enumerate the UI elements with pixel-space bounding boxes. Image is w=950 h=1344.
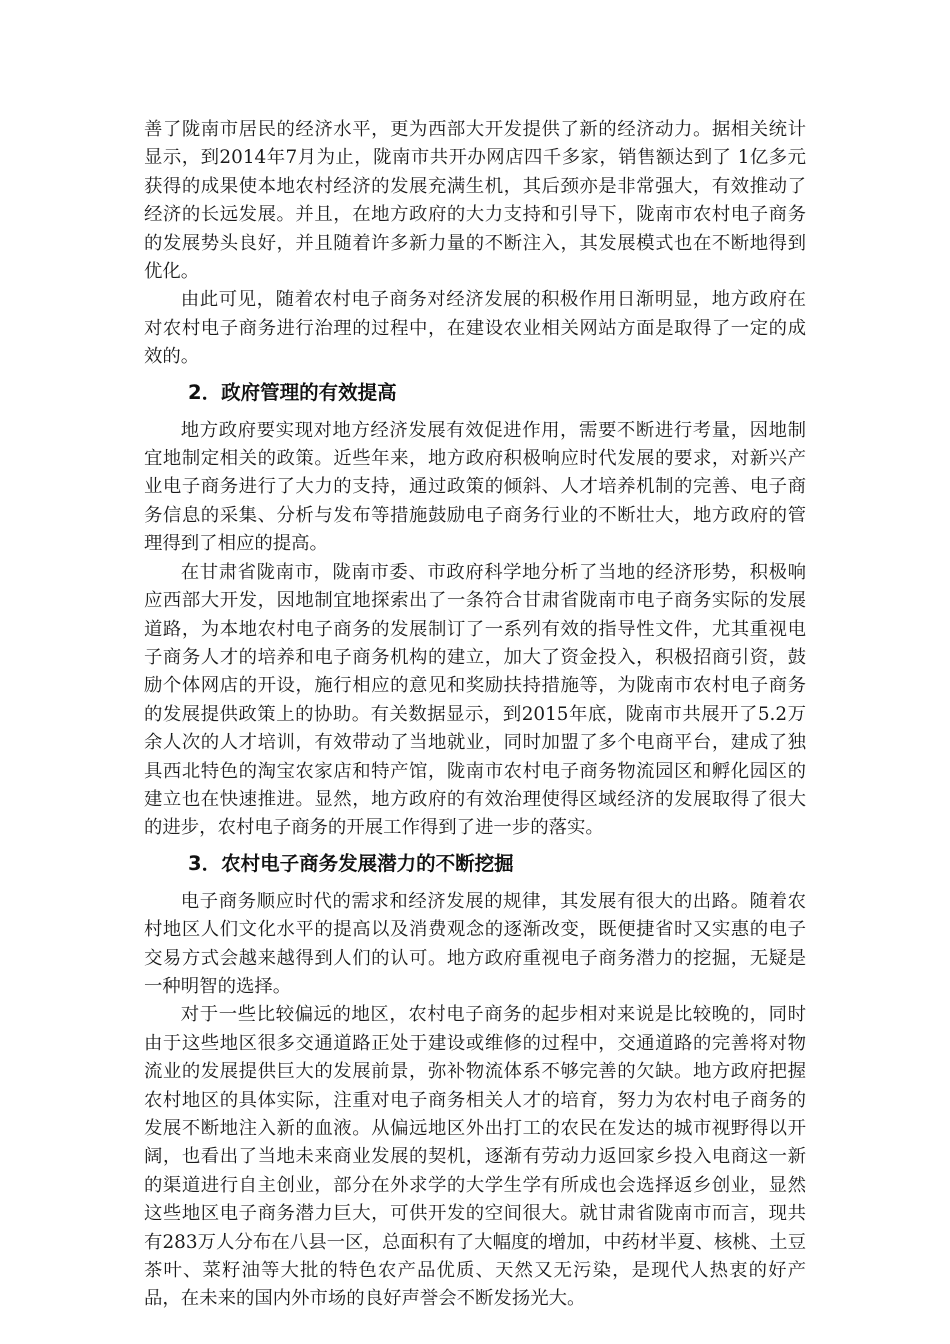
section-3-paragraph-1: 电子商务顺应时代的需求和经济发展的规律，其发展有很大的出路。随着农村地区人们文化水平的提高以及消费观念的逐渐改变，既便捷省时又实惠的电子交易方式会越来越得到人们的认可。地方政府重视电子商务潜力的挖掘，无疑是一种明智的选择。	[144, 890, 806, 997]
section-2-paragraph-1: 地方政府要实现对地方经济发展有效促进作用，需要不断进行考量，因地制宜地制定相关的政策。近些年来，地方政府积极响应时代发展的要求，对新兴产业电子商务进行了大力的支持，通过政策的倾斜、人才培养机制的完善、电子商务信息的采集、分析与发布等措施鼓励电子商务行业的不断壮大，地方政府的管理得到了相应的提高。	[144, 419, 806, 555]
document-body	[144, 116, 806, 1314]
section-2-heading: 2．政府管理的有效提高	[188, 380, 397, 404]
section-3-paragraph-2: 对于一些比较偏远的地区，农村电子商务的起步相对来说是比较晚的，同时由于这些地区很多交通道路正处于建设或维修的过程中，交通道路的完善将对物流业的发展提供巨大的发展前景，弥补物流体系不够完善的欠缺。地方政府把握农村地区的具体实际，注重对电子商务相关人才的培育，努力为农村电子商务的发展不断地注入新的血液。从偏远地区外出打工的农民在发达的城市视野得以开阔，也看出了当地未来商业发展的契机，逐渐有劳动力返回家乡投入电商这一新的渠道进行自主创业，部分在外求学的大学生学有所成也会选择返乡创业，显然这些地区电子商务潜力巨大，可供开发的空间很大。就甘肃省陇南市而言，现共有283万人分布在八县一区，总面积有了大幅度的增加，中药材半夏、核桃、土豆茶叶、菜籽油等大批的特色农产品优质、天然又无污染，是现代人热衷的好产品，在未来的国内外市场的良好声誉会不断发扬光大。	[144, 1004, 806, 1310]
section-3-heading: 3．农村电子商务发展潜力的不断挖掘	[188, 851, 514, 875]
intro-paragraph-conclusion: 由此可见，随着农村电子商务对经济发展的积极作用日渐明显，地方政府在对农村电子商务进行治理的过程中，在建设农业相关网站方面是取得了一定的成效的。	[144, 289, 806, 368]
intro-paragraph-continued: 善了陇南市居民的经济水平，更为西部大开发提供了新的经济动力。据相关统计显示，到2014年7月为止，陇南市共开办网店四千多家，销售额达到了 1亿多元获得的成果使本地农村经济的发展充满生机，其后颈亦是非常强大，有效推动了经济的长远发展。并且，在地方政府的大力支持和引导下，陇南市农村电子商务的发展势头良好，并且随着许多新力量的不断注入，其发展模式也在不断地得到优化。	[144, 119, 806, 283]
section-2-paragraph-2: 在甘肃省陇南市，陇南市委、市政府科学地分析了当地的经济形势，积极响应西部大开发，因地制宜地探索出了一条符合甘肃省陇南市电子商务实际的发展道路，为本地农村电子商务的发展制订了一系列有效的指导性文件，尤其重视电子商务人才的培养和电子商务机构的建立，加大了资金投入，积极招商引资，鼓励个体网店的开设，施行相应的意见和奖励扶持措施等，为陇南市农村电子商务的发展提供政策上的协助。有关数据显示，到2015年底，陇南市共展开了5.2万余人次的人才培训，有效带动了当地就业，同时加盟了多个电商平台，建成了独具西北特色的淘宝农家店和特产馆，陇南市农村电子商务物流园区和孵化园区的建立也在快速推进。显然，地方政府的有效治理使得区域经济的发展取得了很大的进步，农村电子商务的开展工作得到了进一步的落实。	[144, 561, 806, 839]
